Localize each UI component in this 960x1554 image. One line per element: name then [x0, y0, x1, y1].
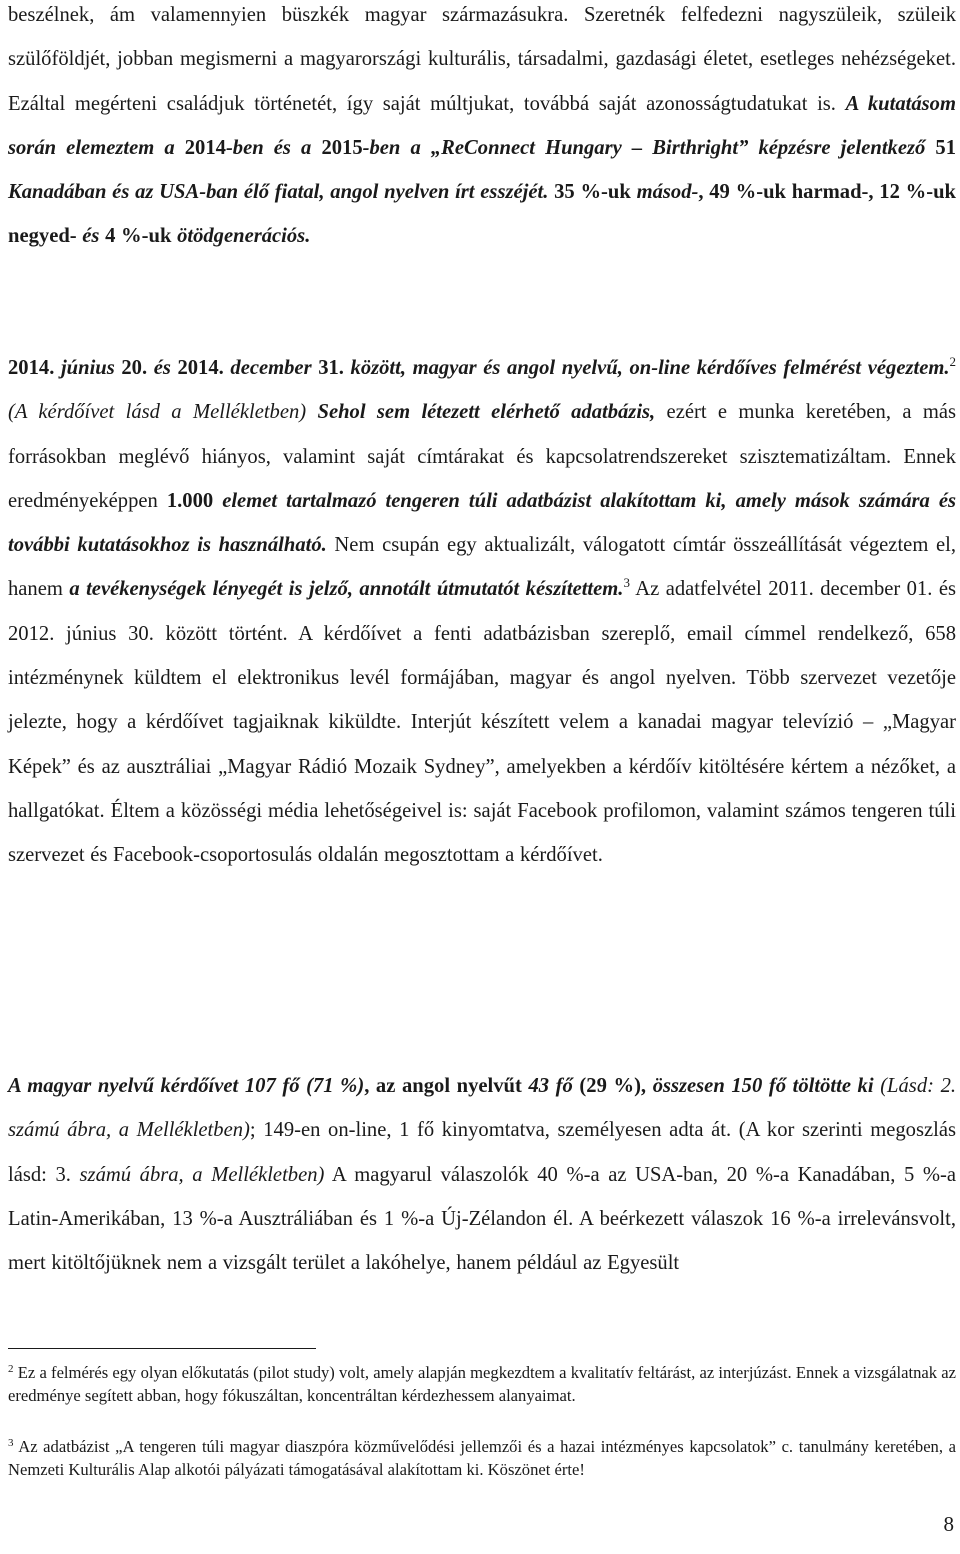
- text-run: A magyarul válaszolók 40 %-a az USA-ban, 20 %-a Kanadában, 5 %-a Latin-Amerikában, 13 %-a Ausztráliában és 1 %-a Új-Zélandon él. A beérkezett válaszok 16 %-a irrelevánsvolt, mert kitöltőjüknek nem a vizsgált terület a lakóhelye, hanem például az Egyesült: [8, 1163, 956, 1275]
- footnote-number: 3: [8, 1437, 14, 1449]
- text-run: (29 %),: [572, 1075, 653, 1097]
- text-run: -ben a „ReConnect Hungary – Birthright” képzésre jelentkező: [362, 136, 926, 159]
- footnote-number: 2: [8, 1363, 14, 1375]
- text-run: Kanadában és az USA-ban élő fiatal, angol nyelven írt esszéjét.: [8, 181, 549, 204]
- footnote-text: Az adatbázist „A tengeren túli magyar diaszpóra közművelődési jellemzői és a hazai intézményes kapcsolatok” c. tanulmány keretében, a Nemzeti Kulturális Alap alkotói pályázati támogatásával alakítottam ki. Köszönet érte!: [8, 1437, 956, 1479]
- text-run: ezért e munka keretében, a más forrásokban meglévő hiányos, valamint saját címtárakat és kapcsolatrendszereket szisztematizáltam. Ennek eredményeképpen: [8, 401, 956, 512]
- text-run: 1.000: [166, 489, 214, 512]
- text-run: ; 149-en on-line, 1 fő kinyomtatva, személyesen adta át. (A kor szerinti megoszlás lásd: 3.: [8, 1119, 956, 1186]
- text-run: számú ábra, a Mellékletben): [8, 1119, 250, 1142]
- text-run: és: [153, 357, 171, 379]
- text-run: 43 fő: [528, 1075, 573, 1097]
- text-run: 31.: [311, 357, 351, 379]
- footnote-text: Ez a felmérés egy olyan előkutatás (pilot study) volt, amely alapján megkezdtem a kvalitatív feltárást, az interjúzást. Ennek a vizsgálatnak az eredménye segített abban, hogy fókuszáltan, koncentráltan kérdezhessem alanyaimat.: [8, 1363, 956, 1405]
- text-run: Sehol sem létezett elérhető adatbázis,: [317, 401, 656, 424]
- text-run: A kutatásom során elemeztem a: [8, 92, 956, 159]
- footnote-ref-3[interactable]: 3: [623, 575, 630, 591]
- text-run: 2014.: [8, 357, 61, 379]
- text-run: december: [230, 357, 312, 379]
- footnote-separator: [8, 1348, 316, 1349]
- text-run: összesen 150 fő töltötte ki: [652, 1075, 874, 1097]
- paragraph-results: [8, 1064, 956, 1285]
- text-run: , 49 %-uk harmad-, 12 %-uk negyed-: [8, 181, 956, 248]
- paragraph-intro: [8, 0, 956, 259]
- text-run: 2014.: [170, 357, 231, 379]
- text-run: a tevékenységek lényegét is jelző, annotált útmutatót készítettem.: [69, 578, 624, 601]
- text-run: (Lásd: 2.: [873, 1075, 957, 1097]
- page-number: 8: [943, 1512, 954, 1536]
- text-run: június: [60, 357, 115, 379]
- text-run: között, magyar és angol nyelvű, on-line kérdőíves felmérést végeztem.: [350, 357, 950, 379]
- text-run: számú ábra, a Mellékletben): [79, 1163, 325, 1186]
- paragraph-survey: [8, 346, 956, 878]
- text-run: Nem csupán egy aktualizált, válogatott címtár összeállítását végeztem el, hanem: [8, 534, 956, 601]
- text-run: ötödgenerációs.: [177, 225, 311, 248]
- text-run: másod-: [636, 181, 699, 204]
- text-run: -ben és a: [225, 136, 322, 159]
- text-run: elemet tartalmazó tengeren túli adatbázist alakítottam ki: [213, 489, 722, 512]
- text-run: Az adatfelvétel 2011. december 01. és 2012. június 30. között történt. A kérdőívet a fenti adatbázisban szereplő, email címmel rendelkező, 658 intézménynek küldtem el elektronikus levél formájában, magyar és angol nyelven. Több szervezet vezetője jelezte, hogy a kérdőívet tagjaiknak kiküldte. Interjút készített velem a kanadai magyar televízió – „Magyar Képek” és az ausztráliai „Magyar Rádió Mozaik Sydney”, amelyekben a kérdőív kitöltésére kértem a nézőket, a hallgatókat. Éltem a közösségi média lehetőségeivel is: saját Facebook profilomon, valamint számos tengeren túli szervezet és Facebook-csoportosulás oldalán megosztottam a kérdőívet.: [8, 578, 957, 867]
- text-run: 51: [925, 136, 957, 159]
- text-run: 2015: [321, 136, 363, 159]
- text-run: A magyar nyelvű kérdőívet 107 fő (71 %): [8, 1075, 365, 1097]
- text-run: , amely mások számára és további kutatásokhoz is használható.: [8, 489, 956, 557]
- footnote-2: [8, 1362, 956, 1407]
- text-run: 35 %-uk: [548, 181, 637, 204]
- footnote-3: [8, 1436, 956, 1481]
- footnote-ref-2[interactable]: 2: [949, 354, 957, 369]
- text-run: 20.: [114, 357, 154, 379]
- text-run: , az angol nyelvűt: [364, 1075, 529, 1097]
- text-run: és: [82, 225, 100, 248]
- text-run: 4 %-uk: [99, 225, 178, 248]
- text-run: beszélnek, ám valamennyien büszkék magyar származásukra. Szeretnék felfedezni nagyszüleik, szüleik szülőföldjét, jobban megismerni a magyarországi kulturális, társadalmi, gazdasági életet, esetleges nehézségeket. Ezáltal megérteni családjuk történetét, így saját múltjukat, továbbá saját azonosságtudatukat is.: [8, 4, 956, 115]
- text-run: (A kérdőívet lásd a Mellékletben): [8, 401, 318, 424]
- text-run: 2014: [174, 136, 226, 159]
